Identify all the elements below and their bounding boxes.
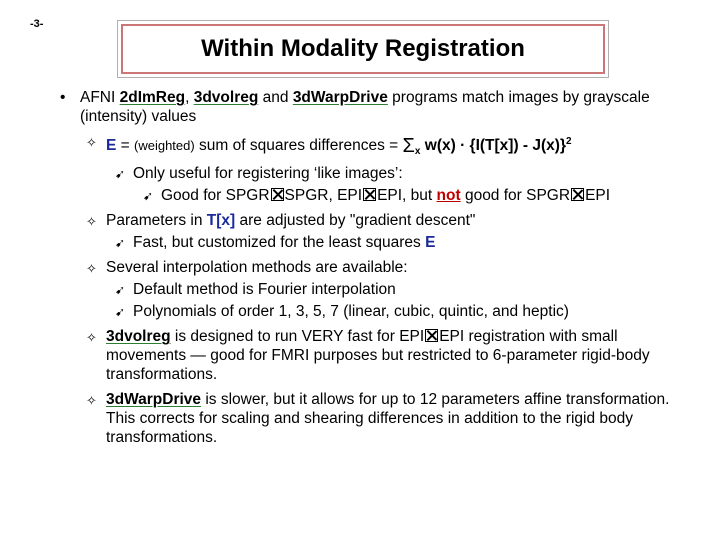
program-2dimreg[interactable]: 2dImReg: [119, 89, 186, 106]
page-number: -3-: [30, 18, 44, 30]
boxed-x-icon: [271, 188, 284, 201]
sigma-symbol: Σ: [402, 135, 415, 158]
boxed-x-icon: [363, 188, 376, 201]
bullet-fast: ➹ Fast, but customized for the least squares E: [115, 234, 436, 252]
diamond-bullet-icon: ✧: [86, 330, 97, 346]
bullet-interpolation: ✧ Several interpolation methods are available:: [86, 259, 408, 277]
diamond-bullet-icon: ✧: [86, 214, 97, 230]
program-3dwarpdrive[interactable]: 3dWarpDrive: [292, 89, 388, 106]
boxed-x-icon: [425, 329, 438, 342]
bullet-good-for: ➹ Good for SPGR SPGR, EPI EPI, but not good for SPGR EPI: [143, 187, 611, 205]
diamond-bullet-icon: ✧: [86, 261, 97, 277]
title-box: [117, 20, 609, 78]
arrow-bullet-icon: ➹: [115, 236, 126, 251]
diamond-bullet-icon: ✧: [86, 393, 97, 409]
bullet-3dwarpdrive: ✧ 3dWarpDrive is slower, but it allows for up to 12 parameters affine transformation. This corrects for scaling and shearing differences in addition to the rigid body transformations.: [86, 391, 670, 447]
bullet-cost-function: ✧ E = (weighted) sum of squares differences = $\Sigma_x$ w(x) · {I(T[x]) - J(x)}$^2$: [86, 135, 572, 158]
bullet-parameters: ✧ Parameters in T[x] are adjusted by "gradient descent": [86, 212, 476, 230]
program-3dvolreg[interactable]: 3dvolreg: [193, 89, 259, 106]
bullet-default-method: ➹ Default method is Fourier interpolation: [115, 281, 396, 299]
bullet-3dvolreg: ✧ 3dvolreg is designed to run VERY fast for EPI EPI registration with small movements — good for FMRI purposes but restricted to 6-parameter rigid-body transformations.: [86, 328, 650, 384]
slide-content: [60, 88, 700, 447]
program-3dwarpdrive-link[interactable]: 3dWarpDrive: [106, 391, 202, 409]
not-emphasis: not: [436, 187, 461, 205]
program-3dvolreg-link[interactable]: 3dvolreg: [106, 328, 171, 346]
bullet-only-useful: ➹ Only useful for registering ‘like images’:: [115, 165, 403, 183]
arrow-bullet-icon: ➹: [115, 305, 126, 320]
bullet-polynomials: ➹ Polynomials of order 1, 3, 5, 7 (linear, cubic, quintic, and heptic): [115, 303, 569, 321]
slide-title: Within Modality Registration: [201, 35, 525, 62]
boxed-x-icon: [571, 188, 584, 201]
arrow-bullet-icon: ➹: [143, 189, 154, 204]
arrow-bullet-icon: ➹: [115, 283, 126, 298]
arrow-bullet-icon: ➹: [115, 167, 126, 182]
bullet-dot-icon: •: [60, 89, 66, 106]
diamond-bullet-icon: ✧: [86, 135, 97, 150]
bullet-intro: • AFNI 2dImReg, 3dvolreg and 3dWarpDrive programs match images by grayscale (intensity) values: [60, 89, 650, 125]
